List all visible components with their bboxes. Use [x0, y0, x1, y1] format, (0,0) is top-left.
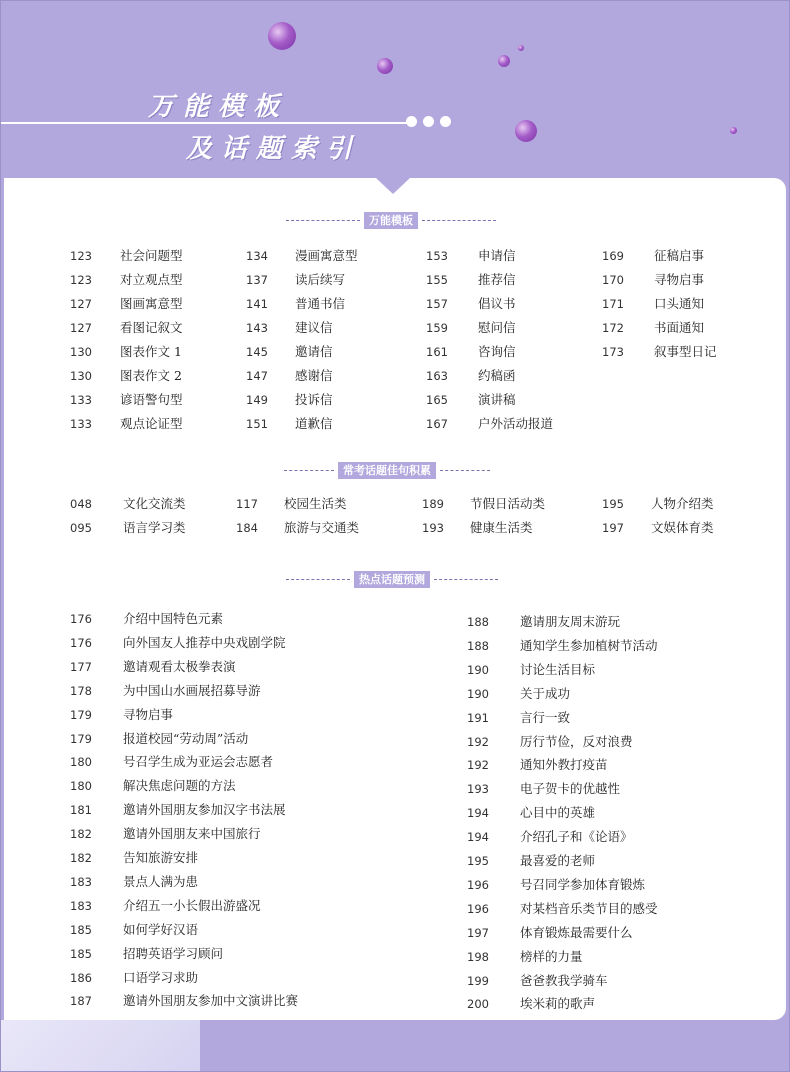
page-title-line1: 万能模板 [148, 92, 289, 122]
entry-title: 校园生活类 [284, 496, 347, 511]
entry-page-number: 145 [246, 345, 268, 359]
entry-page-number: 195 [467, 854, 489, 868]
entry-title: 道歉信 [295, 416, 333, 431]
entry-title: 文娱体育类 [651, 520, 714, 535]
entry-page-number: 163 [426, 369, 448, 383]
entry-title: 号召同学参加体育锻炼 [520, 876, 646, 892]
entry-title: 电子贺卡的优越性 [520, 781, 621, 797]
entry-page-number: 127 [70, 321, 92, 335]
entry-title: 邀请朋友周末游玩 [520, 614, 621, 629]
entry-page-number: 193 [422, 521, 444, 535]
entry-page-number: 185 [70, 946, 92, 961]
entry-page-number: 183 [70, 898, 92, 913]
footer-decoration [0, 1020, 200, 1072]
entry-page-number: 095 [70, 521, 92, 535]
entry-title: 看图记叙文 [120, 320, 183, 335]
entry-title: 向外国友人推荐中央戏剧学院 [123, 634, 286, 650]
entry-page-number: 157 [426, 297, 448, 311]
entry-title: 为中国山水画展招募导游 [123, 682, 261, 698]
entry-page-number: 169 [602, 249, 624, 263]
entry-page-number: 198 [467, 949, 489, 964]
entry-page-number: 133 [70, 417, 92, 431]
entry-title: 图表作文 1 [120, 344, 182, 359]
entry-title: 观点论证型 [120, 416, 183, 431]
entry-page-number: 196 [467, 877, 489, 892]
entry-title: 通知外教打疫苗 [520, 757, 608, 773]
entry-title: 厉行节俭，反对浪费 [520, 733, 633, 749]
entry-title: 寻物启事 [654, 272, 705, 287]
entry-title: 书面通知 [654, 320, 705, 335]
section-label: 常考话题佳句积累 [338, 462, 436, 479]
entry-title: 爸爸教我学骑车 [520, 972, 608, 988]
entry-page-number: 190 [467, 662, 489, 677]
entry-page-number: 191 [467, 710, 489, 725]
entry-page-number: 130 [70, 369, 92, 383]
entry-page-number: 180 [70, 779, 92, 794]
page-title-line2: 及话题索引 [186, 134, 362, 164]
entry-page-number: 177 [70, 659, 92, 674]
entry-title: 报道校园“劳动周”活动 [123, 730, 249, 746]
entry-page-number: 194 [467, 830, 489, 845]
entry-page-number: 189 [422, 497, 444, 511]
entry-page-number: 178 [70, 683, 92, 698]
title-dots-decoration [406, 116, 457, 135]
entry-title: 倡议书 [478, 296, 516, 311]
entry-title: 介绍中国特色元素 [123, 611, 224, 626]
entry-page-number: 117 [236, 497, 258, 511]
entry-title: 叙事型日记 [654, 344, 717, 359]
entry-page-number: 200 [467, 997, 489, 1012]
entry-page-number: 185 [70, 922, 92, 937]
entry-page-number: 133 [70, 393, 92, 407]
entry-title: 体育锻炼最需要什么 [520, 924, 633, 940]
entry-page-number: 182 [70, 827, 92, 842]
entry-title: 咨询信 [478, 344, 516, 359]
entry-title: 人物介绍类 [651, 496, 714, 511]
entry-page-number: 187 [70, 994, 92, 1009]
entry-page-number: 149 [246, 393, 268, 407]
entry-title: 推荐信 [478, 272, 516, 287]
panel-notch [376, 178, 410, 194]
entry-page-number: 130 [70, 345, 92, 359]
entry-page-number: 183 [70, 874, 92, 889]
title-divider [0, 122, 412, 124]
entry-page-number: 197 [467, 925, 489, 940]
entry-page-number: 167 [426, 417, 448, 431]
index-panel [4, 178, 786, 1020]
entry-title: 介绍孔子和《论语》 [520, 829, 633, 845]
entry-title: 约稿函 [478, 368, 516, 383]
bubble-decoration [518, 45, 524, 51]
entry-page-number: 143 [246, 321, 268, 335]
entry-title: 号召学生成为亚运会志愿者 [123, 754, 274, 770]
entry-page-number: 192 [467, 734, 489, 749]
entry-title: 户外活动报道 [478, 416, 554, 431]
entry-page-number: 172 [602, 321, 624, 335]
entry-page-number: 134 [246, 249, 268, 263]
entry-title: 最喜爱的老师 [520, 853, 596, 868]
entry-title: 慰问信 [478, 320, 516, 335]
entry-page-number: 193 [467, 782, 489, 797]
entry-title: 申请信 [478, 248, 516, 263]
entry-page-number: 141 [246, 297, 268, 311]
entry-page-number: 188 [467, 638, 489, 653]
entry-title: 邀请外国朋友参加中文演讲比赛 [123, 993, 299, 1009]
entry-page-number: 151 [246, 417, 268, 431]
bubble-decoration [498, 55, 510, 67]
entry-title: 通知学生参加植树节活动 [520, 637, 658, 653]
entry-page-number: 137 [246, 273, 268, 287]
entry-page-number: 171 [602, 297, 624, 311]
section-header-templates [4, 210, 786, 228]
entry-title: 建议信 [295, 320, 333, 335]
entry-title: 心目中的英雄 [520, 805, 596, 821]
entry-title: 文化交流类 [123, 496, 186, 511]
entry-page-number: 190 [467, 686, 489, 701]
entry-title: 寻物启事 [123, 706, 174, 722]
entry-page-number: 127 [70, 297, 92, 311]
entry-title: 图画寓意型 [120, 296, 183, 311]
bubble-decoration [377, 58, 393, 74]
entry-title: 言行一致 [520, 709, 571, 725]
entry-title: 社会问题型 [120, 248, 183, 263]
entry-page-number: 194 [467, 806, 489, 821]
entry-page-number: 182 [70, 851, 92, 865]
entry-title: 口语学习求助 [123, 969, 199, 985]
entry-page-number: 147 [246, 369, 268, 383]
entry-page-number: 181 [70, 803, 92, 818]
entry-title: 如何学好汉语 [123, 921, 199, 937]
entry-title: 感谢信 [295, 368, 333, 383]
entry-title: 邀请观看太极拳表演 [123, 658, 236, 674]
entry-page-number: 180 [70, 755, 92, 770]
section-label: 万能模板 [364, 212, 418, 229]
entry-page-number: 153 [426, 249, 448, 263]
entry-page-number: 176 [70, 612, 92, 626]
entry-title: 征稿启事 [654, 248, 705, 263]
entry-page-number: 199 [467, 973, 489, 988]
entry-page-number: 184 [236, 521, 258, 535]
entry-page-number: 159 [426, 321, 448, 335]
entry-title: 演讲稿 [478, 392, 516, 407]
entry-page-number: 123 [70, 273, 92, 287]
bubble-decoration [730, 127, 737, 134]
entry-title: 图表作文 2 [120, 368, 182, 383]
entry-title: 讨论生活目标 [520, 661, 596, 677]
entry-title: 关于成功 [520, 685, 571, 701]
entry-title: 邀请信 [295, 344, 333, 359]
page-header [0, 0, 790, 190]
entry-page-number: 192 [467, 758, 489, 773]
section-header-hot [4, 569, 786, 587]
entry-title: 口头通知 [654, 296, 705, 311]
entry-page-number: 195 [602, 497, 624, 511]
entry-page-number: 179 [70, 731, 92, 746]
entry-title: 节假日活动类 [470, 496, 546, 511]
entry-page-number: 170 [602, 273, 624, 287]
section-header-topics [4, 460, 786, 478]
entry-page-number: 161 [426, 345, 448, 359]
entry-page-number: 048 [70, 497, 92, 511]
entry-title: 漫画寓意型 [295, 248, 358, 263]
entry-page-number: 186 [70, 970, 92, 985]
entry-title: 健康生活类 [470, 520, 533, 535]
entry-title: 景点人满为患 [123, 873, 199, 889]
entry-page-number: 179 [70, 707, 92, 722]
entry-page-number: 196 [467, 901, 489, 916]
entry-title: 旅游与交通类 [284, 520, 360, 535]
entry-page-number: 176 [70, 635, 92, 650]
entry-page-number: 173 [602, 345, 624, 359]
entry-title: 介绍五一小长假出游盛况 [123, 897, 261, 913]
section-label: 热点话题预测 [354, 571, 430, 588]
entry-page-number: 165 [426, 393, 448, 407]
entry-page-number: 123 [70, 249, 92, 263]
bubble-decoration [515, 120, 537, 142]
entry-title: 邀请外国朋友参加汉字书法展 [123, 802, 286, 818]
entry-title: 招聘英语学习顾问 [123, 945, 224, 961]
bubble-decoration [268, 22, 296, 50]
entry-title: 告知旅游安排 [123, 850, 199, 865]
entry-title: 谚语警句型 [120, 392, 183, 407]
entry-title: 榜样的力量 [520, 948, 583, 964]
entry-title: 对立观点型 [120, 272, 183, 287]
entry-title: 语言学习类 [123, 520, 186, 535]
entry-page-number: 197 [602, 521, 624, 535]
entry-title: 邀请外国朋友来中国旅行 [123, 826, 261, 842]
entry-title: 解决焦虑问题的方法 [123, 778, 236, 794]
entry-page-number: 188 [467, 615, 489, 629]
entry-title: 埃米莉的歌声 [520, 996, 596, 1012]
entry-title: 普通书信 [295, 296, 346, 311]
entry-title: 对某档音乐类节目的感受 [520, 900, 658, 916]
entry-page-number: 155 [426, 273, 448, 287]
entry-title: 投诉信 [295, 392, 333, 407]
entry-title: 读后续写 [295, 272, 346, 287]
